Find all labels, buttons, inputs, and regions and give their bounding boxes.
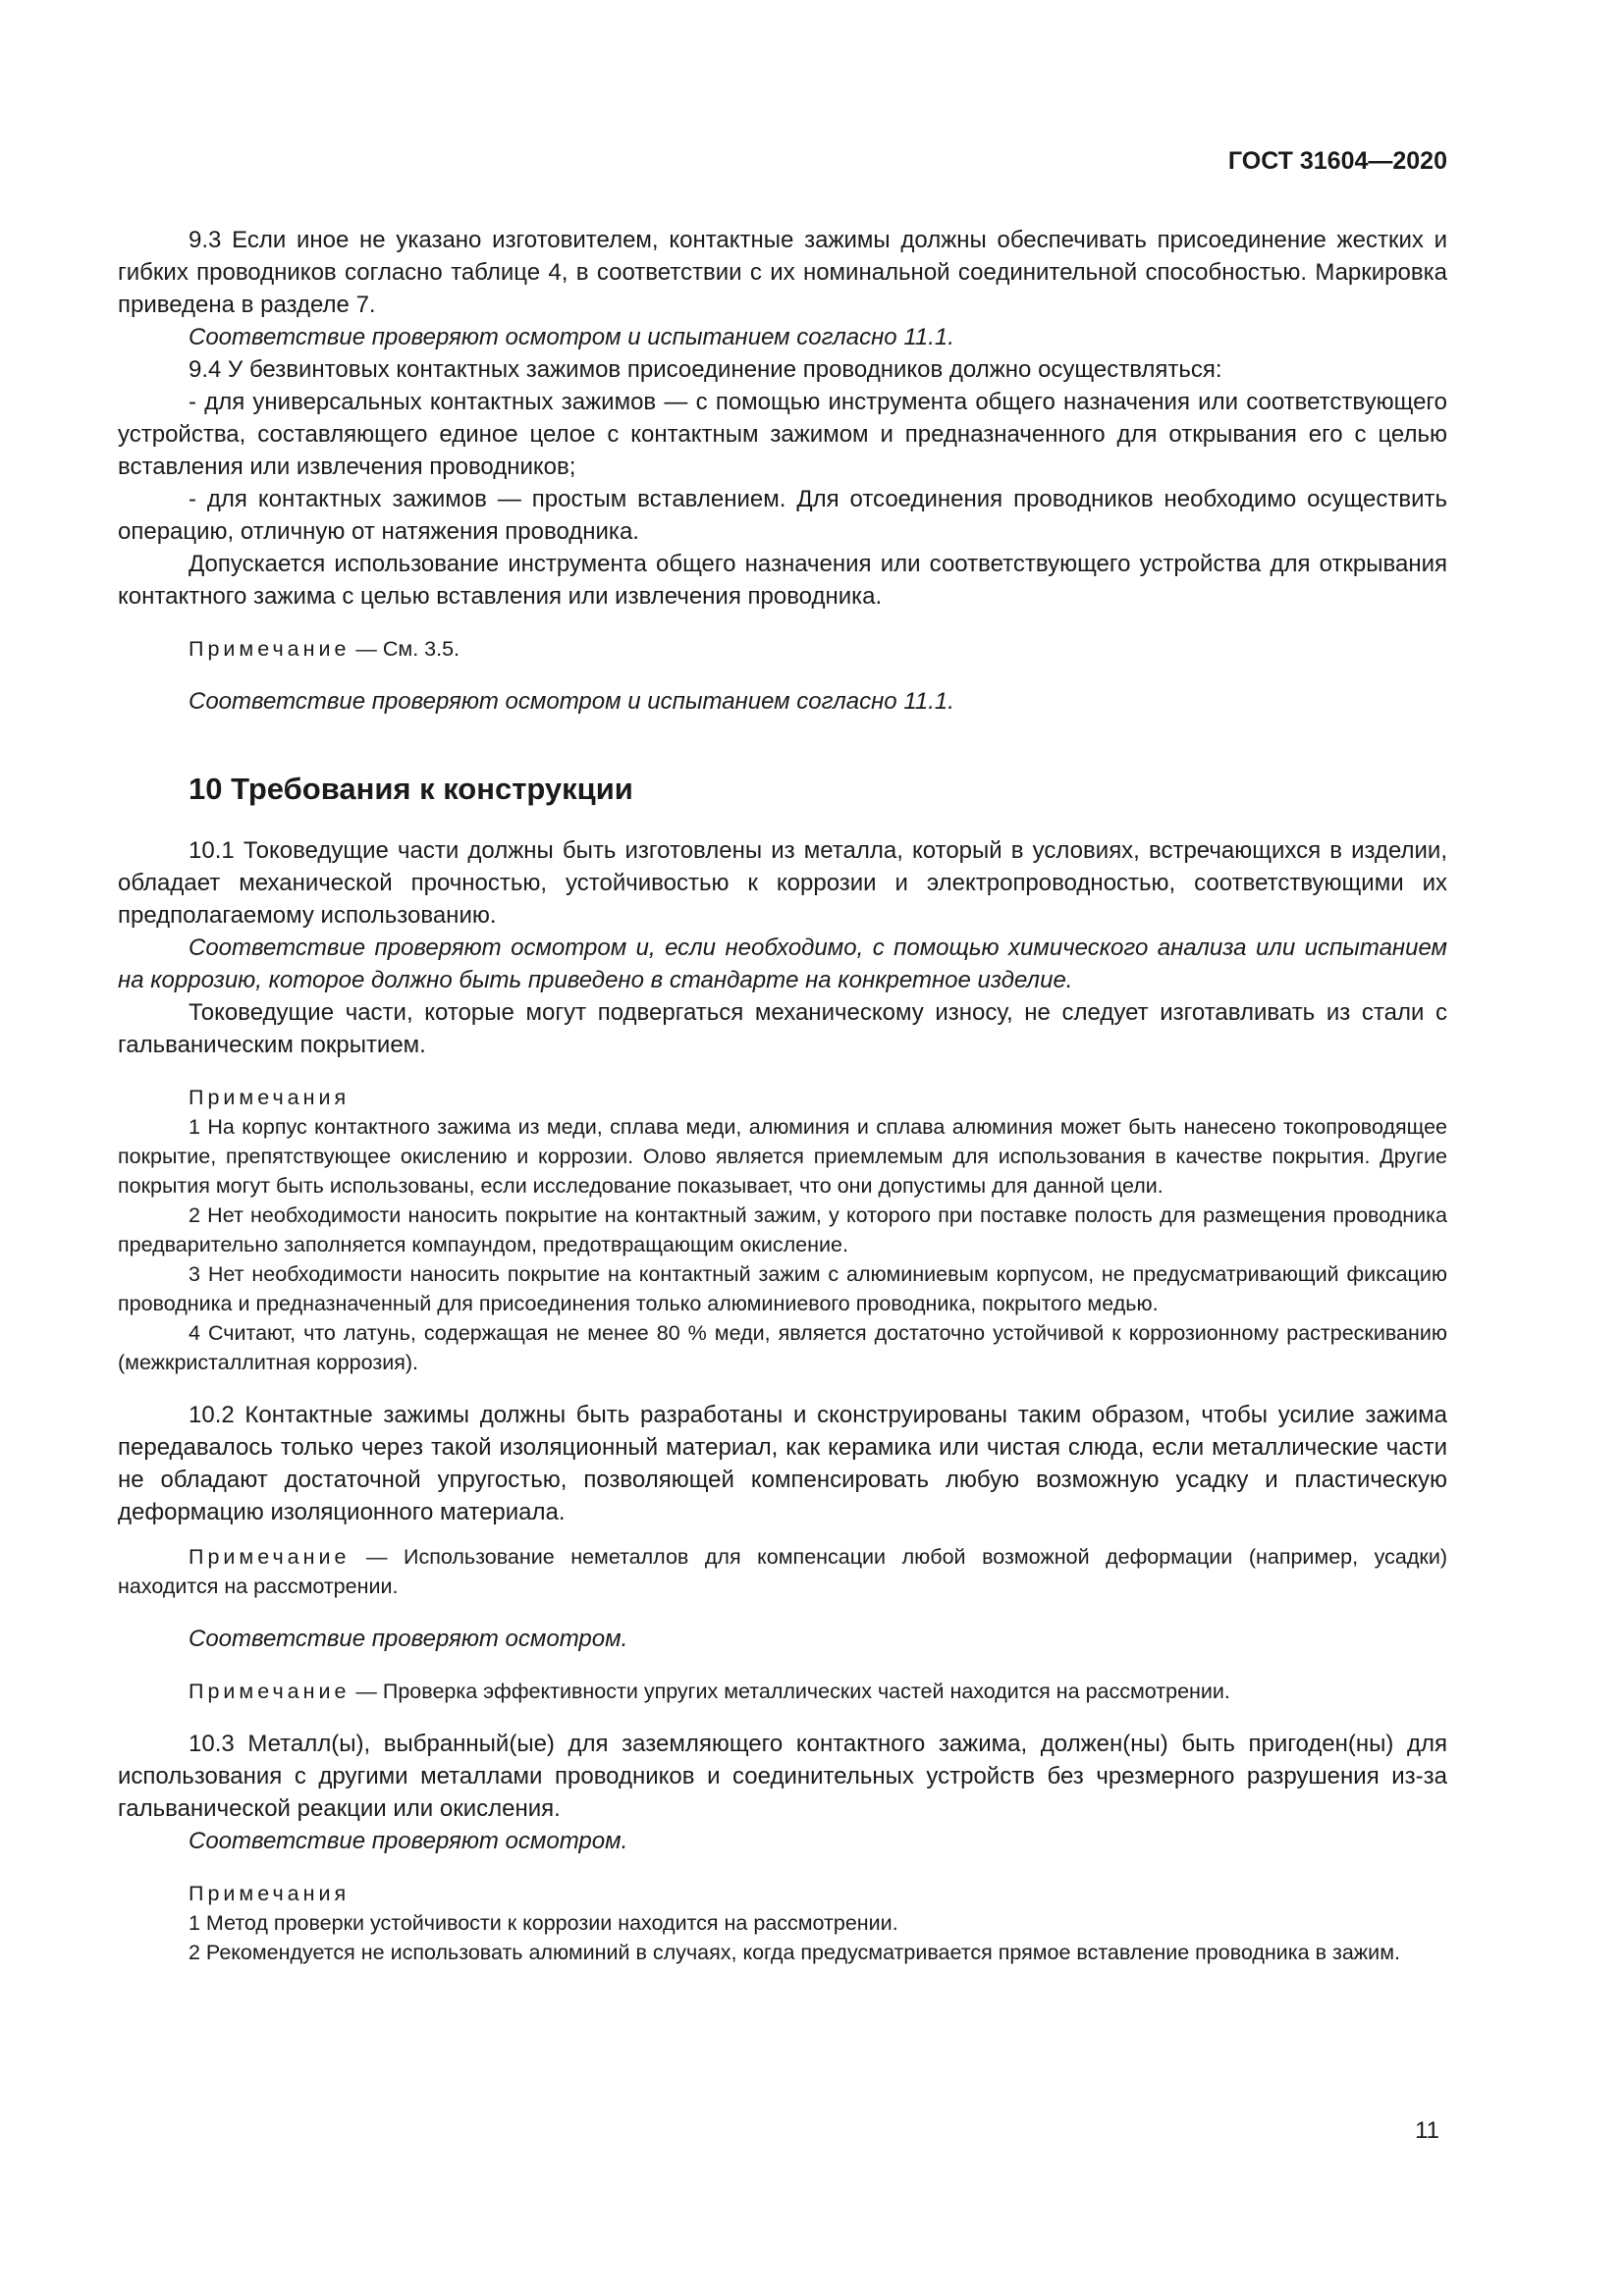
- note-item: 3 Нет необходимости наносить покрытие на контактный зажим с алюминиевым корпусом, не предусматривающий фиксацию проводника и предназначенный для присоединения только алюминиевого проводника, покрытого медью.: [118, 1262, 1447, 1315]
- paragraph-9-4-item-b: - для контактных зажимов — простым вставлением. Для отсоединения проводников необходимо осуществить операцию, отличную от натяжения проводника.: [118, 486, 1447, 545]
- paragraph-10-3: 10.3 Металл(ы), выбранный(ые) для заземляющего контактного зажима, должен(ны) быть пригоден(ны) для использования с другими металлами проводников и соединительных устройств без чрезмерного разрушения из-за гальванической реакции или окисления.: [118, 1731, 1447, 1822]
- notes-label: Примечания: [189, 1882, 351, 1905]
- note-label: Примечание: [189, 1545, 351, 1569]
- page-header-standard: ГОСТ 31604—2020: [1227, 147, 1447, 175]
- compliance-9-4: Соответствие проверяют осмотром и испытанием согласно 11.1.: [189, 688, 954, 715]
- note-label: Примечание: [189, 637, 351, 661]
- compliance-10-2: Соответствие проверяют осмотром.: [189, 1626, 628, 1652]
- notes-10-1: [118, 1083, 1447, 1377]
- note-10-2-a: [118, 1542, 1447, 1601]
- note-item: 4 Считают, что латунь, содержащая не менее 80 % меди, является достаточно устойчивой к коррозионному растрескиванию (межкристаллитная коррозия).: [118, 1321, 1447, 1374]
- compliance-10-1: Соответствие проверяют осмотром и, если необходимо, с помощью химического анализа или испытанием на коррозию, которое должно быть приведено в стандарте на конкретное изделие.: [118, 934, 1447, 993]
- compliance-10-3: Соответствие проверяют осмотром.: [189, 1828, 628, 1854]
- note-item: 1 На корпус контактного зажима из меди, сплава меди, алюминия и сплава алюминия может быть нанесено токопроводящее покрытие, препятствующее окислению и коррозии. Олово является приемлемым для использования в качестве покрытия. Другие покрытия могут быть использованы, если исследование показывает, что они допустимы для данной цели.: [118, 1115, 1447, 1198]
- paragraph-9-4: 9.4 У безвинтовых контактных зажимов присоединение проводников должно осуществляться:: [189, 356, 1222, 383]
- compliance-9-3: Соответствие проверяют осмотром и испытанием согласно 11.1.: [189, 324, 954, 350]
- notes-10-3: [118, 1879, 1447, 1967]
- note-text: — Использование неметаллов для компенсации любой возможной деформации (например, усадки) находится на рассмотрении.: [118, 1545, 1447, 1598]
- section-10-title: 10 Требования к конструкции: [189, 772, 633, 806]
- note-9-4: [118, 634, 1447, 664]
- note-label: Примечание: [189, 1680, 351, 1703]
- note-item: 2 Нет необходимости наносить покрытие на контактный зажим, у которого при поставке полость для размещения проводника предварительно заполняется компаундом, предотвращающим окисление.: [118, 1203, 1447, 1256]
- page-number: 11: [1415, 2117, 1439, 2144]
- paragraph-10-2: 10.2 Контактные зажимы должны быть разработаны и сконструированы таким образом, чтобы усилие зажима передавалось только через такой изоляционный материал, как керамика или чистая слюда, если металлические части не обладают достаточной упругостью, позволяющей компенсировать любую возможную усадку и пластическую деформацию изоляционного материала.: [118, 1402, 1447, 1525]
- notes-label: Примечания: [189, 1086, 351, 1109]
- note-item: 2 Рекомендуется не использовать алюминий в случаях, когда предусматривается прямое вставление проводника в зажим.: [189, 1941, 1400, 1964]
- paragraph-9-3: 9.3 Если иное не указано изготовителем, контактные зажимы должны обеспечивать присоединение жестких и гибких проводников согласно таблице 4, в соответствии с их номинальной соединительной способностью. Маркировка приведена в разделе 7.: [118, 227, 1447, 318]
- paragraph-9-4-item-a: - для универсальных контактных зажимов — с помощью инструмента общего назначения или соответствующего устройства, составляющего единое целое с контактным зажимом и предназначенного для открывания его с целью вставления или извлечения проводников;: [118, 389, 1447, 480]
- paragraph-10-1: 10.1 Токоведущие части должны быть изготовлены из металла, который в условиях, встречающихся в изделии, обладает механической прочностью, устойчивостью к коррозии и электропроводностью, соответствующими их предполагаемому использованию.: [118, 837, 1447, 929]
- document-body: [118, 224, 1447, 1967]
- note-10-2-b: [118, 1677, 1447, 1706]
- paragraph-10-1-b: Токоведущие части, которые могут подвергаться механическому износу, не следует изготавливать из стали с гальваническим покрытием.: [118, 999, 1447, 1058]
- paragraph-9-4-allowance: Допускается использование инструмента общего назначения или соответствующего устройства для открывания контактного зажима с целью вставления или извлечения проводника.: [118, 551, 1447, 610]
- note-text: — См. 3.5.: [350, 637, 460, 661]
- note-text: — Проверка эффективности упругих металлических частей находится на рассмотрении.: [350, 1680, 1230, 1703]
- note-item: 1 Метод проверки устойчивости к коррозии находится на рассмотрении.: [189, 1911, 898, 1935]
